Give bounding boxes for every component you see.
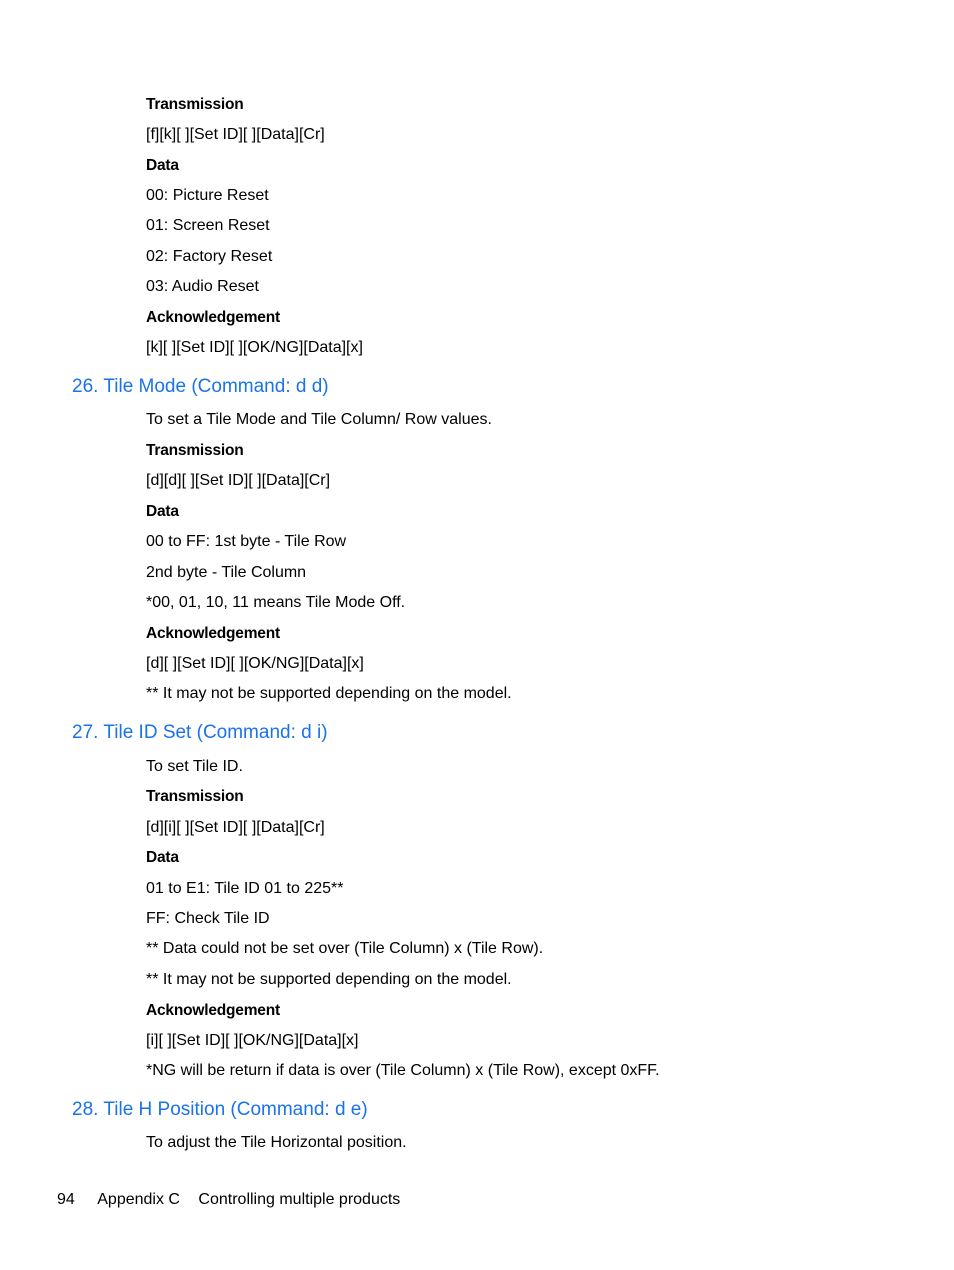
data-item: ** It may not be supported depending on the model. bbox=[146, 971, 512, 988]
acknowledgement-label: Acknowledgement bbox=[146, 309, 280, 326]
data-item: 01: Screen Reset bbox=[146, 217, 270, 234]
data-item: 01 to E1: Tile ID 01 to 225** bbox=[146, 880, 344, 897]
data-item: 00 to FF: 1st byte - Tile Row bbox=[146, 533, 347, 550]
acknowledgement-value: [i][ ][Set ID][ ][OK/NG][Data][x] bbox=[146, 1032, 359, 1049]
footer-appendix: Appendix C bbox=[97, 1191, 180, 1208]
transmission-value: [d][i][ ][Set ID][ ][Data][Cr] bbox=[146, 819, 325, 836]
data-item: 2nd byte - Tile Column bbox=[146, 564, 307, 581]
section-intro: To set a Tile Mode and Tile Column/ Row values. bbox=[146, 411, 492, 428]
data-item: FF: Check Tile ID bbox=[146, 910, 270, 927]
data-label: Data bbox=[146, 503, 179, 520]
page-footer bbox=[57, 1190, 400, 1210]
transmission-value: [f][k][ ][Set ID][ ][Data][Cr] bbox=[146, 126, 325, 143]
acknowledgement-label: Acknowledgement bbox=[146, 625, 280, 642]
data-item: *00, 01, 10, 11 means Tile Mode Off. bbox=[146, 594, 406, 611]
data-item: 03: Audio Reset bbox=[146, 278, 259, 295]
section-intro: To adjust the Tile Horizontal position. bbox=[146, 1134, 407, 1151]
section-heading-28: 28. Tile H Position (Command: d e) bbox=[72, 1099, 368, 1120]
section-heading-26: 26. Tile Mode (Command: d d) bbox=[72, 376, 329, 397]
acknowledgement-value: [k][ ][Set ID][ ][OK/NG][Data][x] bbox=[146, 339, 363, 356]
data-item: 00: Picture Reset bbox=[146, 187, 269, 204]
transmission-label: Transmission bbox=[146, 788, 244, 805]
section-note: ** It may not be supported depending on the model. bbox=[146, 685, 512, 702]
data-item: ** Data could not be set over (Tile Column) x (Tile Row). bbox=[146, 940, 544, 957]
transmission-label: Transmission bbox=[146, 96, 244, 113]
section-heading-27: 27. Tile ID Set (Command: d i) bbox=[72, 722, 328, 743]
section-note: *NG will be return if data is over (Tile Column) x (Tile Row), except 0xFF. bbox=[146, 1062, 660, 1079]
transmission-value: [d][d][ ][Set ID][ ][Data][Cr] bbox=[146, 472, 331, 489]
acknowledgement-value: [d][ ][Set ID][ ][OK/NG][Data][x] bbox=[146, 655, 364, 672]
data-item: 02: Factory Reset bbox=[146, 248, 273, 265]
data-label: Data bbox=[146, 157, 179, 174]
data-label: Data bbox=[146, 849, 179, 866]
transmission-label: Transmission bbox=[146, 442, 244, 459]
section-intro: To set Tile ID. bbox=[146, 758, 243, 775]
acknowledgement-label: Acknowledgement bbox=[146, 1002, 280, 1019]
page-number: 94 bbox=[57, 1191, 75, 1208]
footer-title: Controlling multiple products bbox=[198, 1191, 401, 1208]
